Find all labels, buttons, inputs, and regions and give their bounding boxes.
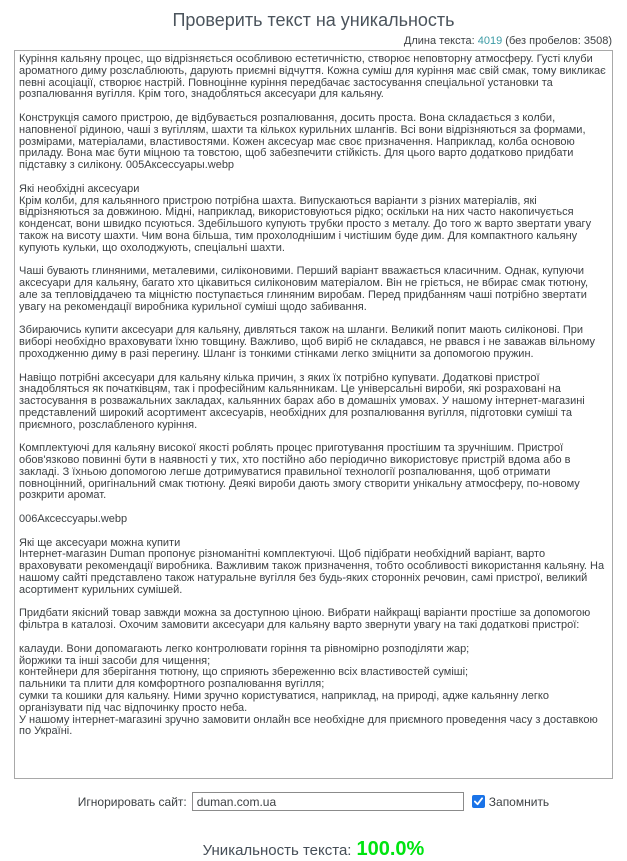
uniqueness-value: 100.0%: [356, 838, 425, 860]
uniqueness-label: Уникальность текста:: [202, 842, 352, 859]
ignore-site-input[interactable]: [192, 792, 464, 811]
length-no-spaces: (без пробелов: 3508): [502, 35, 612, 47]
text-input[interactable]: [14, 50, 613, 779]
ignore-site-row: [0, 792, 627, 811]
length-value: 4019: [477, 35, 503, 47]
checkmark-icon: [474, 797, 483, 806]
uniqueness-result: [0, 838, 627, 861]
text-length-info: [0, 31, 627, 50]
ignore-site-label: Игнорировать сайт:: [77, 794, 187, 809]
remember-label: Запомнить: [488, 794, 550, 809]
remember-checkbox[interactable]: [472, 795, 485, 808]
page-title: Проверить текст на уникальность: [172, 10, 455, 30]
length-label: Длина текста:: [403, 35, 478, 47]
